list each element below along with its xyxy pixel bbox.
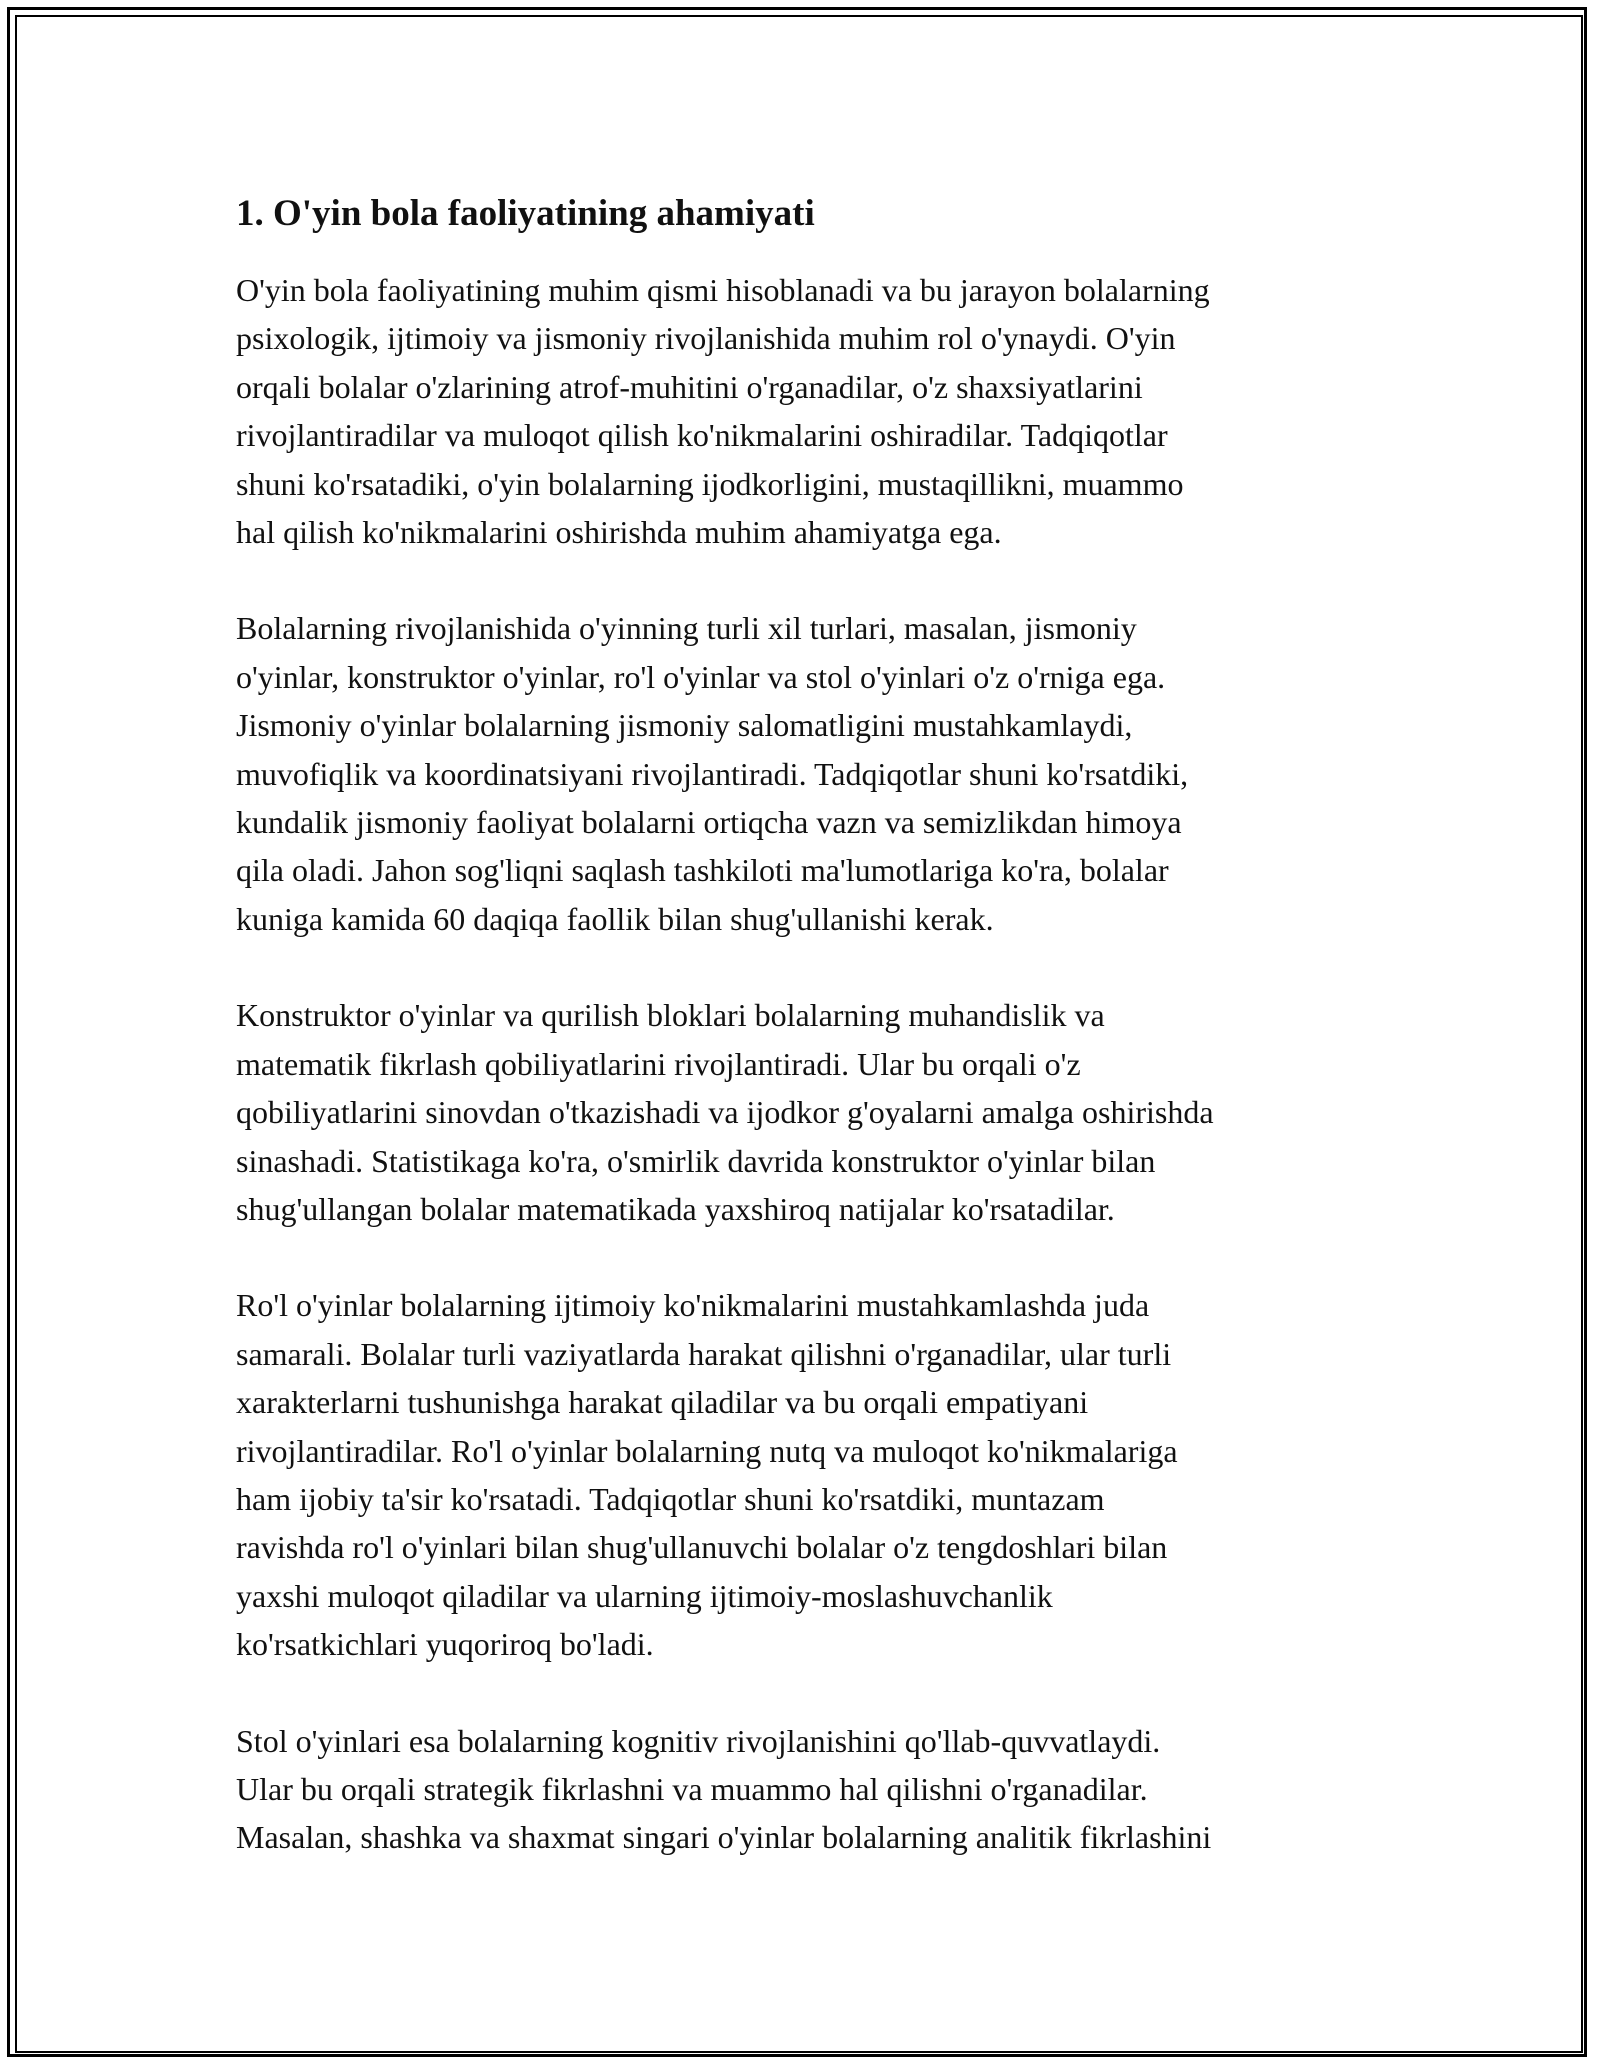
text-line: Jismoniy o'yinlar bolalarning jismoniy salomatligini mustahkamlaydi, xyxy=(236,707,1133,744)
text-line: rivojlantiradilar va muloqot qilish ko'nikmalarini oshiradilar. Tadqiqotlar xyxy=(236,417,1168,454)
paragraph-4 xyxy=(236,1281,1376,1668)
text-line: yaxshi muloqot qiladilar va ularning ijtimoiy-moslashuvchanlik xyxy=(236,1577,1053,1614)
text-line: kundalik jismoniy faoliyat bolalarni ortiqcha vazn va semizlikdan himoya xyxy=(236,804,1182,841)
text-line: sinashadi. Statistikaga ko'ra, o'smirlik davrida konstruktor o'yinlar bilan xyxy=(236,1142,1156,1179)
text-line: ravishda ro'l o'yinlari bilan shug'ullanuvchi bolalar o'z tengdoshlari bilan xyxy=(236,1529,1168,1566)
text-line: Ro'l o'yinlar bolalarning ijtimoiy ko'nikmalarini mustahkamlashda juda xyxy=(236,1287,1150,1324)
text-line: matematik fikrlash qobiliyatlarini rivojlantiradi. Ular bu orqali o'z xyxy=(236,1045,1081,1082)
text-line: shug'ullangan bolalar matematikada yaxshiroq natijalar ko'rsatadilar. xyxy=(236,1190,1115,1227)
text-line: o'yinlar, konstruktor o'yinlar, ro'l o'yinlar va stol o'yinlari o'z o'rniga ega. xyxy=(236,658,1166,695)
text-line: qila oladi. Jahon sog'liqni saqlash tashkiloti ma'lumotlariga ko'ra, bolalar xyxy=(236,852,1169,889)
text-line: O'yin bola faoliyatining muhim qismi hisoblanadi va bu jarayon bolalarning xyxy=(236,272,1210,308)
text-line: Bolalarning rivojlanishida o'yinning turli xil turlari, masalan, jismoniy xyxy=(236,610,1137,647)
paragraph-3 xyxy=(236,991,1376,1233)
text-line: orqali bolalar o'zlarining atrof-muhitini o'rganadilar, o'z shaxsiyatlarini xyxy=(236,368,1143,405)
text-line: Stol o'yinlari esa bolalarning kognitiv rivojlanishini qo'llab-quvvatlaydi. xyxy=(236,1722,1161,1759)
paragraph-5 xyxy=(236,1717,1376,1862)
document-body xyxy=(236,188,1376,1910)
text-line: ham ijobiy ta'sir ko'rsatadi. Tadqiqotlar shuni ko'rsatdiki, muntazam xyxy=(236,1480,1105,1517)
text-line: Masalan, shashka va shaxmat singari o'yinlar bolalarning analitik fikrlashini xyxy=(236,1819,1212,1856)
text-line: Ular bu orqali strategik fikrlashni va muammo hal qilishni o'rganadilar. xyxy=(236,1770,1148,1807)
text-line: muvofiqlik va koordinatsiyani rivojlantiradi. Tadqiqotlar shuni ko'rsatdiki, xyxy=(236,755,1189,792)
paragraph-1 xyxy=(236,266,1376,556)
text-line: ko'rsatkichlari yuqoriroq bo'ladi. xyxy=(236,1626,654,1663)
text-line: qobiliyatlarini sinovdan o'tkazishadi va ijodkor g'oyalarni amalga oshirishda xyxy=(236,1094,1214,1131)
text-line: xarakterlarni tushunishga harakat qiladilar va bu orqali empatiyani xyxy=(236,1384,1089,1421)
text-line: samarali. Bolalar turli vaziyatlarda harakat qilishni o'rganadilar, ular turli xyxy=(236,1335,1172,1372)
paragraph-2 xyxy=(236,604,1376,943)
text-line: Konstruktor o'yinlar va qurilish bloklari bolalarning muhandislik va xyxy=(236,997,1105,1034)
text-line: hal qilish ko'nikmalarini oshirishda muhim ahamiyatga ega. xyxy=(236,514,1002,551)
text-line: rivojlantiradilar. Ro'l o'yinlar bolalarning nutq va muloqot ko'nikmalariga xyxy=(236,1432,1178,1469)
text-line: kuniga kamida 60 daqiqa faollik bilan shug'ullanishi kerak. xyxy=(236,900,994,937)
text-line: psixologik, ijtimoiy va jismoniy rivojlanishida muhim rol o'ynaydi. O'yin xyxy=(236,320,1176,357)
text-line: shuni ko'rsatadiki, o'yin bolalarning ijodkorligini, mustaqillikni, muammo xyxy=(236,465,1184,502)
section-heading: 1. O'yin bola faoliyatining ahamiyati xyxy=(236,193,815,234)
